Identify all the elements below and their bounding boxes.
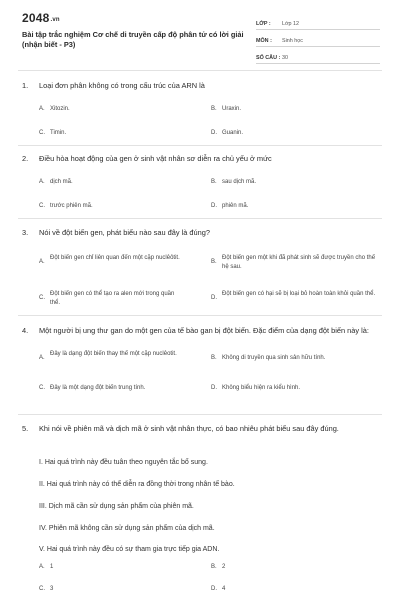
meta-label: MÔN : (256, 38, 272, 44)
site-logo[interactable] (22, 11, 60, 25)
option-letter: A. (39, 564, 45, 570)
document-title: Bài tập trắc nghiệm Cơ chế di truyền cấp độ phân tử có lời giải (nhận biết - P3) (22, 30, 244, 49)
question-2 (22, 153, 378, 208)
option-letter: B. (211, 179, 217, 185)
option-text: 1 (50, 564, 54, 570)
option-b[interactable] (211, 105, 357, 114)
option-letter: C. (39, 586, 45, 592)
option-a[interactable] (39, 105, 185, 114)
option-letter: A. (39, 259, 45, 265)
meta-row-count (256, 48, 380, 64)
option-letter: D. (211, 385, 217, 391)
option-text: sau dịch mã. (222, 179, 257, 185)
option-text: Đột biến gen có hại sẽ bị loại bỏ hoàn toàn khỏi quần thể. (222, 291, 376, 297)
option-b[interactable] (211, 354, 382, 363)
option-text: Timin. (50, 130, 67, 136)
meta-row-class (256, 14, 380, 30)
option-letter: B. (211, 259, 217, 265)
option-c[interactable] (39, 585, 185, 594)
question-5 (22, 423, 378, 592)
option-c[interactable] (39, 129, 185, 138)
option-c[interactable] (39, 384, 210, 393)
question-divider (18, 414, 382, 415)
logo-text: 2048 (22, 11, 50, 25)
option-letter: C. (39, 295, 45, 301)
question-number: 1. (22, 81, 29, 90)
meta-row-subject (256, 31, 380, 47)
page-header (0, 0, 400, 66)
question-number: 5. (22, 424, 29, 433)
meta-value: Lớp 12 (282, 21, 300, 27)
header-divider (18, 70, 382, 71)
option-letter: D. (211, 203, 217, 209)
option-text: dịch mã. (50, 179, 73, 185)
option-a[interactable] (39, 254, 185, 267)
option-d[interactable] (211, 202, 357, 211)
question-1 (22, 80, 378, 135)
question-text: Một người bị ung thư gan do một gen của tế bào gan bị đột biến. Đặc điểm của dạng đột biến này là: (39, 326, 369, 335)
option-d[interactable] (211, 129, 357, 138)
option-d[interactable] (211, 384, 382, 393)
option-text: Uraxin. (222, 106, 242, 112)
option-text: Đây là dạng đột biến thay thế một cặp nuclêotit. (50, 351, 177, 357)
option-letter: A. (39, 355, 45, 361)
option-text: Không biểu hiện ra kiểu hình. (222, 385, 301, 391)
option-text: trước phiên mã. (50, 203, 93, 209)
question-number: 2. (22, 154, 29, 163)
option-a[interactable] (39, 350, 185, 363)
option-d[interactable] (211, 290, 382, 303)
option-b[interactable] (211, 563, 357, 572)
option-c[interactable] (39, 290, 185, 307)
option-letter: B. (211, 564, 217, 570)
document-meta (256, 14, 380, 65)
meta-value: 30 (282, 55, 288, 61)
option-text: 3 (50, 586, 54, 592)
option-text: phiên mã. (222, 203, 249, 209)
option-letter: D. (211, 586, 217, 592)
meta-value: Sinh học (282, 38, 303, 44)
option-text: Guanin. (222, 130, 244, 136)
question-divider (18, 315, 382, 316)
question-number: 3. (22, 228, 29, 237)
question-text: Khi nói về phiên mã và dịch mã ở sinh vật nhân thực, có bao nhiêu phát biểu sau đây đúng. (39, 424, 339, 433)
option-letter: B. (211, 106, 217, 112)
option-letter: C. (39, 203, 45, 209)
statement-5: V. Hai quá trình này đều có sự tham gia trực tiếp gia ADN. (39, 546, 220, 553)
option-text: Đột biến gen có thể tạo ra alen mới trong quần thể. (50, 291, 175, 306)
option-text: Đột biến gen một khi đã phát sinh sẽ được truyền cho thế hệ sau. (222, 255, 376, 270)
question-number: 4. (22, 326, 29, 335)
option-text: Không di truyền qua sinh sản hữu tính. (222, 355, 326, 361)
option-a[interactable] (39, 563, 185, 572)
option-letter: C. (39, 385, 45, 391)
question-text: Nói về đột biến gen, phát biểu nào sau đây là đúng? (39, 228, 210, 237)
question-4 (22, 325, 378, 416)
question-text: Loại đơn phân không có trong cấu trúc của ARN là (39, 81, 205, 90)
option-letter: A. (39, 106, 45, 112)
option-text: 4 (222, 586, 226, 592)
option-letter: D. (211, 130, 217, 136)
statement-2: II. Hai quá trình này có thể diễn ra đồng thời trong nhân tế bào. (39, 481, 235, 488)
option-b[interactable] (211, 254, 382, 271)
question-3 (22, 227, 378, 318)
statement-4: IV. Phiên mã không cần sử dụng sản phẩm của dịch mã. (39, 525, 215, 532)
option-letter: A. (39, 179, 45, 185)
option-letter: C. (39, 130, 45, 136)
option-c[interactable] (39, 202, 185, 211)
question-divider (18, 145, 382, 146)
meta-label: SỐ CÂU : (256, 55, 281, 61)
option-d[interactable] (211, 585, 357, 594)
option-b[interactable] (211, 178, 357, 187)
option-text: Đột biến gen chỉ liên quan đến một cặp nuclêôtit. (50, 255, 180, 261)
question-text: Điều hòa hoạt động của gen ở sinh vật nhân sơ diễn ra chủ yếu ở mức (39, 154, 272, 163)
option-text: Đây là một dạng đột biến trung tính. (50, 385, 146, 391)
question-divider (18, 218, 382, 219)
option-text: Xitozin. (50, 106, 70, 112)
option-text: 2 (222, 564, 226, 570)
option-letter: B. (211, 355, 217, 361)
statement-1: I. Hai quá trình này đều tuân theo nguyên tắc bổ sung. (39, 459, 208, 466)
option-letter: D. (211, 295, 217, 301)
meta-label: LỚP : (256, 21, 271, 27)
statement-3: III. Dịch mã cần sử dụng sản phẩm của phiên mã. (39, 503, 194, 510)
option-a[interactable] (39, 178, 185, 187)
logo-suffix: .vn (50, 17, 60, 23)
